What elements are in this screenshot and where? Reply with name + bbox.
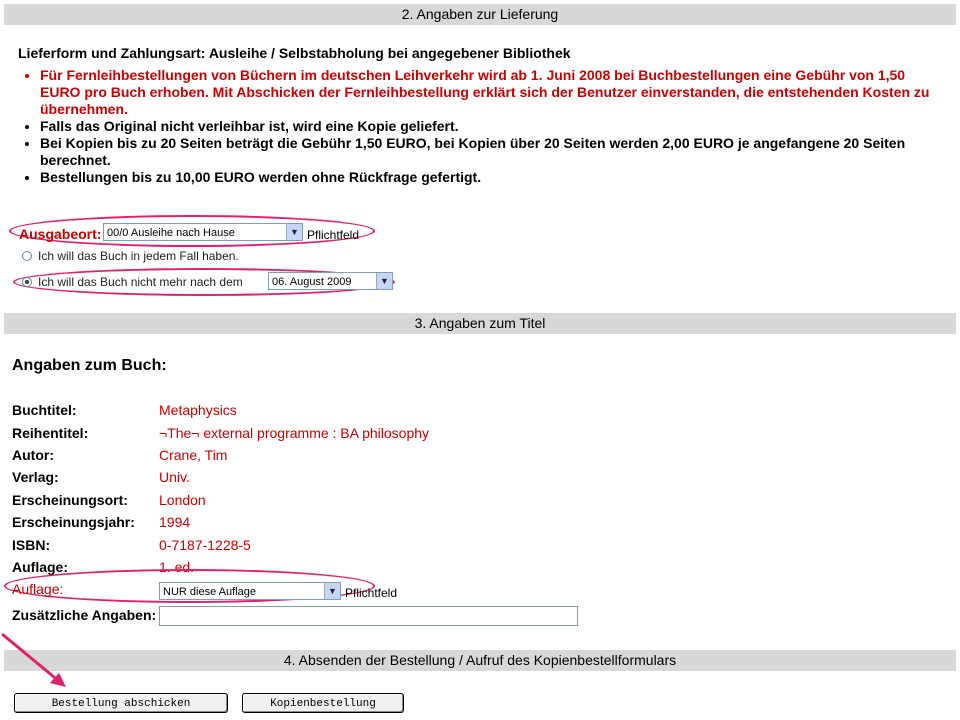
field-label-verlag: Verlag: xyxy=(12,469,59,485)
date-select[interactable] xyxy=(268,272,393,290)
field-label-buchtitel: Buchtitel: xyxy=(12,402,77,418)
rule-copy-fee: • Bei Kopien bis zu 20 Seiten beträgt die Gebühr 1,50 EURO, bei Kopien über 20 Seiten werden 2,00 EURO je angefangene 20 Seiten berechnet. xyxy=(40,135,940,169)
radio-until-label: Ich will das Buch nicht mehr nach dem xyxy=(38,275,243,289)
section-header-title: 3. Angaben zum Titel xyxy=(4,313,956,334)
field-value-autor: Crane, Tim xyxy=(159,447,228,463)
rule-copy-fallback: • Falls das Original nicht verleihbar ist, wird eine Kopie geliefert. xyxy=(40,118,940,135)
book-heading: Angaben zum Buch: xyxy=(12,357,167,374)
field-value-verlag: Univ. xyxy=(159,469,190,485)
extra-info-input[interactable] xyxy=(159,606,578,626)
field-label-erscheinungsort: Erscheinungsort: xyxy=(12,492,128,508)
field-label-erscheinungsjahr: Erscheinungsjahr: xyxy=(12,514,135,530)
field-value-buchtitel: Metaphysics xyxy=(159,402,237,418)
ausgabeort-select[interactable] xyxy=(103,223,303,241)
delivery-rules-list xyxy=(20,67,940,186)
auflage-select-value: NUR diese Auflage xyxy=(163,586,256,598)
chevron-down-icon[interactable]: ▼ xyxy=(376,273,392,289)
pointer-arrow-icon xyxy=(0,630,80,690)
auflage-select[interactable] xyxy=(159,582,341,600)
delivery-intro: Lieferform und Zahlungsart: Ausleihe / Selbstabholung bei angegebener Bibliothek xyxy=(18,45,571,61)
ausgabeort-label: Ausgabeort: xyxy=(19,226,102,242)
chevron-down-icon[interactable]: ▼ xyxy=(324,583,340,599)
radio-always-label: Ich will das Buch in jedem Fall haben. xyxy=(38,249,239,263)
field-value-erscheinungsort: London xyxy=(159,492,206,508)
ausgabeort-select-value: 00/0 Ausleihe nach Hause xyxy=(107,227,235,239)
auflage-label: Auflage: xyxy=(12,581,64,597)
field-value-erscheinungsjahr: 1994 xyxy=(159,514,191,530)
date-select-value: 06. August 2009 xyxy=(272,276,352,288)
field-label-reihentitel: Reihentitel: xyxy=(12,425,89,441)
section-header-submit: 4. Absenden der Bestellung / Aufruf des Kopienbestellformulars xyxy=(4,650,956,671)
copy-order-button[interactable]: Kopienbestellung xyxy=(242,693,404,713)
field-label-autor: Autor: xyxy=(12,447,54,463)
field-label-extra: Zusätzliche Angaben: xyxy=(12,607,157,623)
radio-until-date[interactable] xyxy=(22,277,32,287)
ausgabeort-required-note: Pflichtfeld xyxy=(307,228,360,242)
auflage-required-note: Pflichtfeld xyxy=(345,586,398,600)
field-label-isbn: ISBN: xyxy=(12,537,51,553)
section-header-delivery: 2. Angaben zur Lieferung xyxy=(4,4,956,25)
field-value-auflage-static: 1. ed. xyxy=(159,559,195,575)
submit-order-button[interactable]: Bestellung abschicken xyxy=(14,693,228,713)
radio-always[interactable] xyxy=(22,251,32,261)
field-label-auflage-static: Auflage: xyxy=(12,559,68,575)
field-value-isbn: 0-7187-1228-5 xyxy=(159,537,251,553)
chevron-down-icon[interactable]: ▼ xyxy=(286,224,302,240)
field-value-reihentitel: ¬The¬ external programme : BA philosophy xyxy=(159,425,430,441)
rule-no-confirmation: • Bestellungen bis zu 10,00 EURO werden ohne Rückfrage gefertigt. xyxy=(40,169,940,186)
rule-fee-notice: • Für Fernleihbestellungen von Büchern im deutschen Leihverkehr wird ab 1. Juni 2008 bei Buchbestellungen eine Gebühr von 1,50 EURO pro Buch erhoben. Mit Abschicken der Fernleihbestellung erklärt sich der Benutzer einverstanden, die entstehenden Kosten zu übernehmen. xyxy=(40,67,940,118)
